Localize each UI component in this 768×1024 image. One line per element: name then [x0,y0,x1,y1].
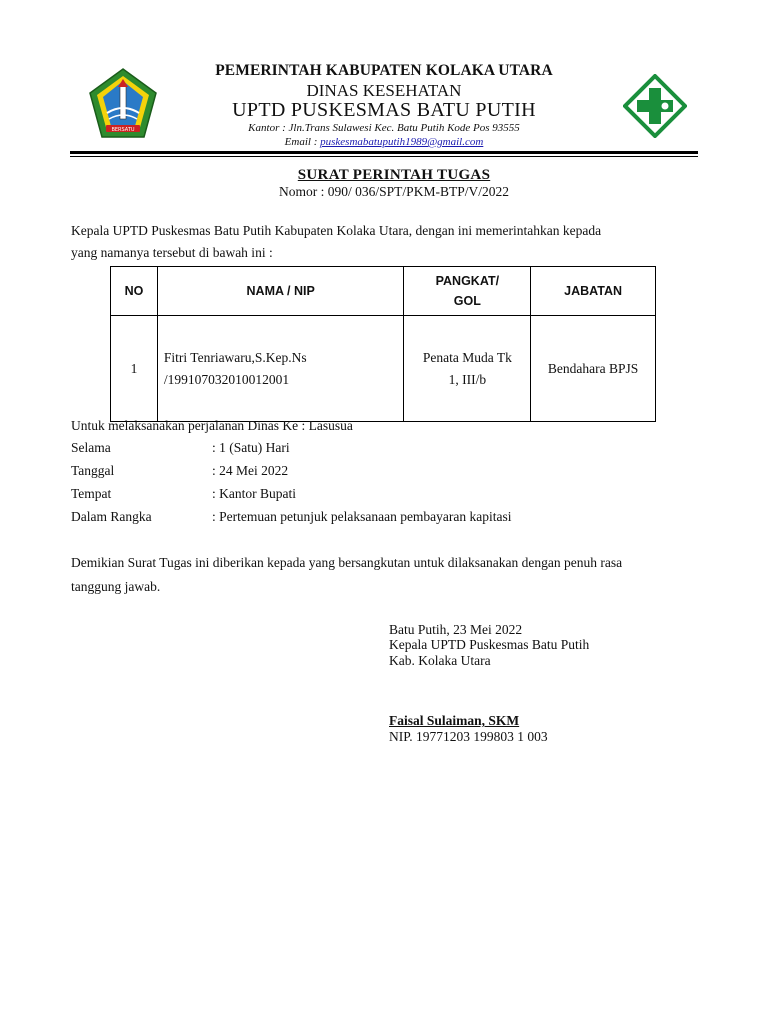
cell-jabatan: Bendahara BPJS [531,316,656,422]
header-address: Kantor : Jln.Trans Sulawesi Kec. Batu Putih Kode Pos 93555 [248,122,520,134]
header-email-line [0,136,768,148]
detail-value: : Kantor Bupati [212,486,296,501]
cell-nama: Fitri Tenriawaru,S.Kep.Ns [163,349,307,365]
closing-line-2: tanggung jawab. [71,579,161,594]
signature-region: Kab. Kolaka Utara [389,653,491,668]
detail-key: Selama [71,440,111,455]
detail-value: : Pertemuan petunjuk pelaksanaan pembayaran kapitasi [212,509,512,524]
closing-line-1: Demikian Surat Tugas ini diberikan kepada yang bersangkutan untuk dilaksanakan dengan penuh rasa [71,555,623,570]
detail-row-tanggal [71,463,691,483]
intro-line-1: Kepala UPTD Puskesmas Batu Putih Kabupaten Kolaka Utara, dengan ini memerintahkan kepada [71,223,602,238]
col-header-pangkat-line1: PANGKAT/ [435,274,500,288]
detail-row-selama [71,440,691,460]
detail-row-dalam-rangka [71,509,691,529]
intro-line-2: yang namanya tersebut di bawah ini : [71,245,273,260]
table-header-row [111,267,656,316]
cell-no: 1 [111,316,158,422]
header-divider-thick [70,151,698,154]
cell-nama-nip [157,316,404,422]
detail-value: : 1 (Satu) Hari [212,440,290,455]
signature-position: Kepala UPTD Puskesmas Batu Putih [389,637,590,652]
header-divider-thin [70,156,698,157]
detail-key: Dalam Rangka [71,509,152,524]
signature-place-date: Batu Putih, 23 Mei 2022 [389,622,523,637]
detail-key: Tempat [71,486,112,501]
email-label: Email : [284,136,321,148]
document-number: Nomor : 090/ 036/SPT/PKM-BTP/V/2022 [279,184,509,199]
cell-nip: /199107032010012001 [163,371,290,387]
detail-row-tempat [71,486,691,506]
document-title: SURAT PERINTAH TUGAS [297,167,491,183]
cell-pangkat [404,316,531,422]
col-header-nama: NAMA / NIP [157,267,404,316]
header-institution: UPTD PUSKESMAS BATU PUTIH [232,99,536,121]
col-header-jabatan: JABATAN [531,267,656,316]
detail-key: Tanggal [71,463,115,478]
detail-value: : 24 Mei 2022 [212,463,289,478]
header-government: PEMERINTAH KABUPATEN KOLAKA UTARA [215,62,553,79]
email-link[interactable]: puskesmabatuputih1989@gmail.com [320,136,484,148]
signatory-name: Faisal Sulaiman, SKM [389,713,520,728]
table-row [111,316,656,422]
signatory-nip: NIP. 19771203 199803 1 003 [389,729,548,744]
assignee-table [110,266,656,422]
cell-pangkat-line2: 1, III/b [448,371,487,387]
cell-pangkat-line1: Penata Muda Tk [422,349,512,365]
col-header-pangkat [404,267,531,316]
header-department: DINAS KESEHATAN [306,81,462,100]
col-header-pangkat-line2: GOL [453,294,481,308]
purpose-line: Untuk melaksanakan perjalanan Dinas Ke : Lasusua [71,418,353,433]
col-header-no: NO [111,267,158,316]
logo-banner-text: BERSATU [111,127,135,133]
